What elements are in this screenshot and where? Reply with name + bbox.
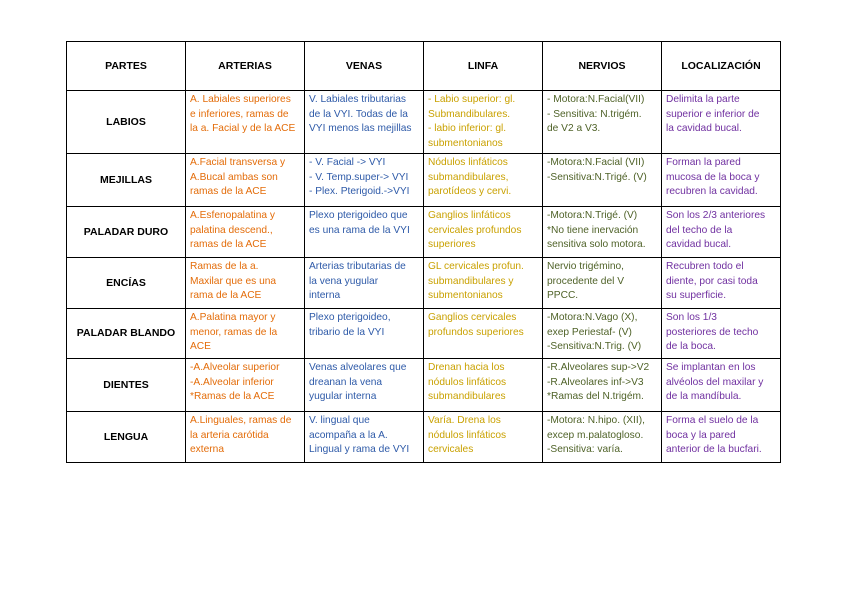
cell-text-line: V. Labiales tributarias xyxy=(309,94,407,105)
cell-text-line: Se implantan en los xyxy=(666,362,756,373)
cell-text-line: de la VYI. Todas de la xyxy=(309,108,408,120)
cell-text-line: menor, ramas de la xyxy=(190,326,278,338)
cell-text-line: Varía. Drena los xyxy=(428,415,501,426)
cell-text-line: submandibulares y xyxy=(428,275,514,287)
cell-text-line: GL cervicales profun. xyxy=(428,261,524,272)
cell-text-line: -Motora: N.hipo. (XII), xyxy=(547,415,645,426)
row-part-label: PALADAR DURO xyxy=(67,207,186,258)
cell-text-line: excep m.palatogloso. xyxy=(547,429,644,441)
cell-text-line: Lingual y rama de VYI xyxy=(309,444,410,455)
anatomy-table xyxy=(66,41,781,463)
row-part-label: LABIOS xyxy=(67,91,186,154)
cell-text-line: *No tiene inervación xyxy=(547,224,639,236)
cell-venas xyxy=(305,359,424,412)
cell-text-line: de V2 a V3. xyxy=(547,123,601,134)
cell-venas xyxy=(305,258,424,309)
cell-text-line: A.Linguales, ramas de xyxy=(190,415,292,426)
cell-text-line: -A.Alveolar superior xyxy=(190,362,280,373)
cell-text-line: parotídeos y cervi. xyxy=(428,186,512,197)
cell-text-line: - V. Facial -> VYI xyxy=(309,157,386,168)
cell-nervios xyxy=(543,207,662,258)
cell-text-line: Arterias tributarias de xyxy=(309,261,406,272)
table-row xyxy=(67,207,781,258)
cell-text-line: Nódulos linfáticos xyxy=(428,157,508,168)
cell-text-line: su superficie. xyxy=(666,290,727,301)
cell-text-line: -Sensitiva: varía. xyxy=(547,444,623,455)
cell-venas xyxy=(305,412,424,463)
cell-text-line: - Sensitiva: N.trigém. xyxy=(547,108,642,120)
cell-text-line: la a. Facial y de la ACE xyxy=(190,123,296,134)
cell-localizacion xyxy=(662,412,781,463)
cell-text-line: la vena yugular xyxy=(309,275,379,287)
cell-text-line: acompaña a la A. xyxy=(309,429,388,441)
cell-text-line: *Ramas de la ACE xyxy=(190,391,275,402)
table-row xyxy=(67,359,781,412)
cell-text-line: de la mandíbula. xyxy=(666,391,742,402)
cell-text-line: interna xyxy=(309,290,341,301)
cell-text-line: Ramas de la a. xyxy=(190,261,259,272)
cell-text-line: A.Facial transversa y xyxy=(190,157,286,168)
cell-text-line: ramas de la ACE xyxy=(190,239,267,250)
cell-text-line: tribario de la VYI xyxy=(309,326,385,338)
header-nervios: NERVIOS xyxy=(543,42,662,91)
cell-nervios xyxy=(543,359,662,412)
cell-text-line: submentonianos xyxy=(428,137,503,149)
cell-text-line: boca y la pared xyxy=(666,429,736,441)
cell-text-line: Ganglios linfáticos xyxy=(428,210,511,221)
cell-text-line: submentonianos xyxy=(428,290,503,301)
row-part-label: LENGUA xyxy=(67,412,186,463)
cell-linfa xyxy=(424,412,543,463)
cell-linfa xyxy=(424,91,543,154)
cell-text-line: procedente del V xyxy=(547,275,625,287)
cell-text-line: dreanan la vena xyxy=(309,376,383,388)
cell-arterias xyxy=(186,309,305,359)
cell-text-line: Recubren todo el xyxy=(666,261,744,272)
cell-text-line: submandibulares xyxy=(428,391,506,402)
cell-text-line: Plexo pterigoideo que xyxy=(309,210,408,221)
cell-text-line: -Sensitiva:N.Trig. (V) xyxy=(547,341,642,352)
cell-linfa xyxy=(424,258,543,309)
row-part-label: PALADAR BLANDO xyxy=(67,309,186,359)
cell-nervios xyxy=(543,412,662,463)
cell-linfa xyxy=(424,309,543,359)
cell-localizacion xyxy=(662,154,781,207)
cell-nervios xyxy=(543,309,662,359)
cell-arterias xyxy=(186,258,305,309)
cell-text-line: profundos superiores xyxy=(428,326,524,338)
cell-localizacion xyxy=(662,359,781,412)
cell-text-line: ramas de la ACE xyxy=(190,186,267,197)
cell-arterias xyxy=(186,91,305,154)
header-linfa: LINFA xyxy=(424,42,543,91)
row-part-label: ENCÍAS xyxy=(67,258,186,309)
cell-text-line: Delimita la parte xyxy=(666,94,740,105)
cell-text-line: *Ramas del N.trigém. xyxy=(547,391,644,402)
table-body xyxy=(67,91,781,463)
cell-text-line: mucosa de la boca y xyxy=(666,171,760,183)
cell-venas xyxy=(305,309,424,359)
cell-text-line: Plexo pterigoideo, xyxy=(309,312,391,323)
cell-text-line: -Motora:N.Vago (X), xyxy=(547,312,638,323)
cell-text-line: posteriores de techo xyxy=(666,326,759,338)
cell-text-line: A.Bucal ambas son xyxy=(190,171,278,183)
cell-text-line: nódulos linfáticos xyxy=(428,429,507,441)
cell-text-line: submandibulares, xyxy=(428,171,509,183)
cell-text-line: cervicales profundos xyxy=(428,224,522,236)
cell-text-line: V. lingual que xyxy=(309,415,370,426)
row-part-label: MEJILLAS xyxy=(67,154,186,207)
cell-text-line: -R.Alveolares inf->V3 xyxy=(547,376,644,388)
cell-text-line: A.Esfenopalatina y xyxy=(190,210,275,221)
cell-text-line: Forma el suelo de la xyxy=(666,415,759,426)
table-row xyxy=(67,154,781,207)
cell-text-line: - Plex. Pterigoid.->VYI xyxy=(309,186,410,197)
cell-text-line: VYI menos las mejillas xyxy=(309,123,412,134)
cell-text-line: diente, por casi toda xyxy=(666,275,758,287)
cell-text-line: PPCC. xyxy=(547,290,579,301)
cell-localizacion xyxy=(662,91,781,154)
cell-text-line: Forman la pared xyxy=(666,157,741,168)
cell-text-line: del techo de la xyxy=(666,224,733,236)
header-localizacion: LOCALIZACIÓN xyxy=(662,42,781,91)
cell-text-line: nódulos linfáticos xyxy=(428,376,507,388)
cell-text-line: A. Labiales superiores xyxy=(190,94,291,105)
cell-text-line: la cavidad bucal. xyxy=(666,123,742,134)
cell-text-line: cavidad bucal. xyxy=(666,239,732,250)
header-venas: VENAS xyxy=(305,42,424,91)
header-partes: PARTES xyxy=(67,42,186,91)
header-row xyxy=(67,42,781,91)
cell-venas xyxy=(305,154,424,207)
cell-arterias xyxy=(186,207,305,258)
row-part-label: DIENTES xyxy=(67,359,186,412)
cell-nervios xyxy=(543,154,662,207)
cell-text-line: -Motora:N.Facial (VII) xyxy=(547,157,645,168)
cell-text-line: - Labio superior: gl. xyxy=(428,94,516,105)
cell-text-line: ACE xyxy=(190,341,211,352)
cell-linfa xyxy=(424,154,543,207)
cell-localizacion xyxy=(662,258,781,309)
cell-text-line: A.Palatina mayor y xyxy=(190,312,276,323)
cell-venas xyxy=(305,207,424,258)
cell-text-line: la arteria carótida xyxy=(190,429,269,441)
table-row xyxy=(67,91,781,154)
cell-text-line: -Sensitiva:N.Trigé. (V) xyxy=(547,171,647,183)
cell-text-line: superiores xyxy=(428,239,476,250)
cell-text-line: Venas alveolares que xyxy=(309,362,407,373)
cell-text-line: superior e inferior de xyxy=(666,108,760,120)
cell-text-line: - Motora:N.Facial(VII) xyxy=(547,94,645,105)
cell-arterias xyxy=(186,154,305,207)
cell-text-line: Nervio trigémino, xyxy=(547,261,624,272)
cell-text-line: recubren la cavidad. xyxy=(666,186,758,197)
cell-linfa xyxy=(424,207,543,258)
cell-text-line: Maxilar que es una xyxy=(190,275,277,287)
table-row xyxy=(67,258,781,309)
cell-arterias xyxy=(186,359,305,412)
cell-text-line: - V. Temp.super-> VYI xyxy=(309,171,409,183)
cell-text-line: cervicales xyxy=(428,444,474,455)
cell-text-line: -A.Alveolar inferior xyxy=(190,376,274,388)
cell-text-line: yugular interna xyxy=(309,391,377,402)
cell-localizacion xyxy=(662,309,781,359)
cell-text-line: Ganglios cervicales xyxy=(428,312,517,323)
header-arterias: ARTERIAS xyxy=(186,42,305,91)
cell-text-line: Son los 1/3 xyxy=(666,312,717,323)
cell-text-line: externa xyxy=(190,444,224,455)
cell-text-line: exep Periestaf- (V) xyxy=(547,326,632,338)
cell-text-line: sensitiva solo motora. xyxy=(547,239,646,250)
cell-text-line: - labio inferior: gl. xyxy=(428,123,507,134)
cell-text-line: es una rama de la VYI xyxy=(309,224,410,236)
cell-venas xyxy=(305,91,424,154)
cell-text-line: -R.Alveolares sup->V2 xyxy=(547,362,650,373)
cell-text-line: de la boca. xyxy=(666,341,716,352)
cell-text-line: Submandibulares. xyxy=(428,108,511,120)
cell-text-line: palatina descend., xyxy=(190,224,273,236)
cell-nervios xyxy=(543,91,662,154)
cell-text-line: rama de la ACE xyxy=(190,290,262,301)
table-row xyxy=(67,412,781,463)
cell-linfa xyxy=(424,359,543,412)
cell-text-line: -Motora:N.Trigé. (V) xyxy=(547,210,638,221)
cell-nervios xyxy=(543,258,662,309)
cell-text-line: alvéolos del maxilar y xyxy=(666,376,764,388)
cell-text-line: Drenan hacia los xyxy=(428,362,505,373)
table-row xyxy=(67,309,781,359)
cell-arterias xyxy=(186,412,305,463)
cell-text-line: anterior de la bucfari. xyxy=(666,444,762,455)
cell-localizacion xyxy=(662,207,781,258)
cell-text-line: e inferiores, ramas de xyxy=(190,108,289,120)
cell-text-line: Son los 2/3 anteriores xyxy=(666,210,766,221)
